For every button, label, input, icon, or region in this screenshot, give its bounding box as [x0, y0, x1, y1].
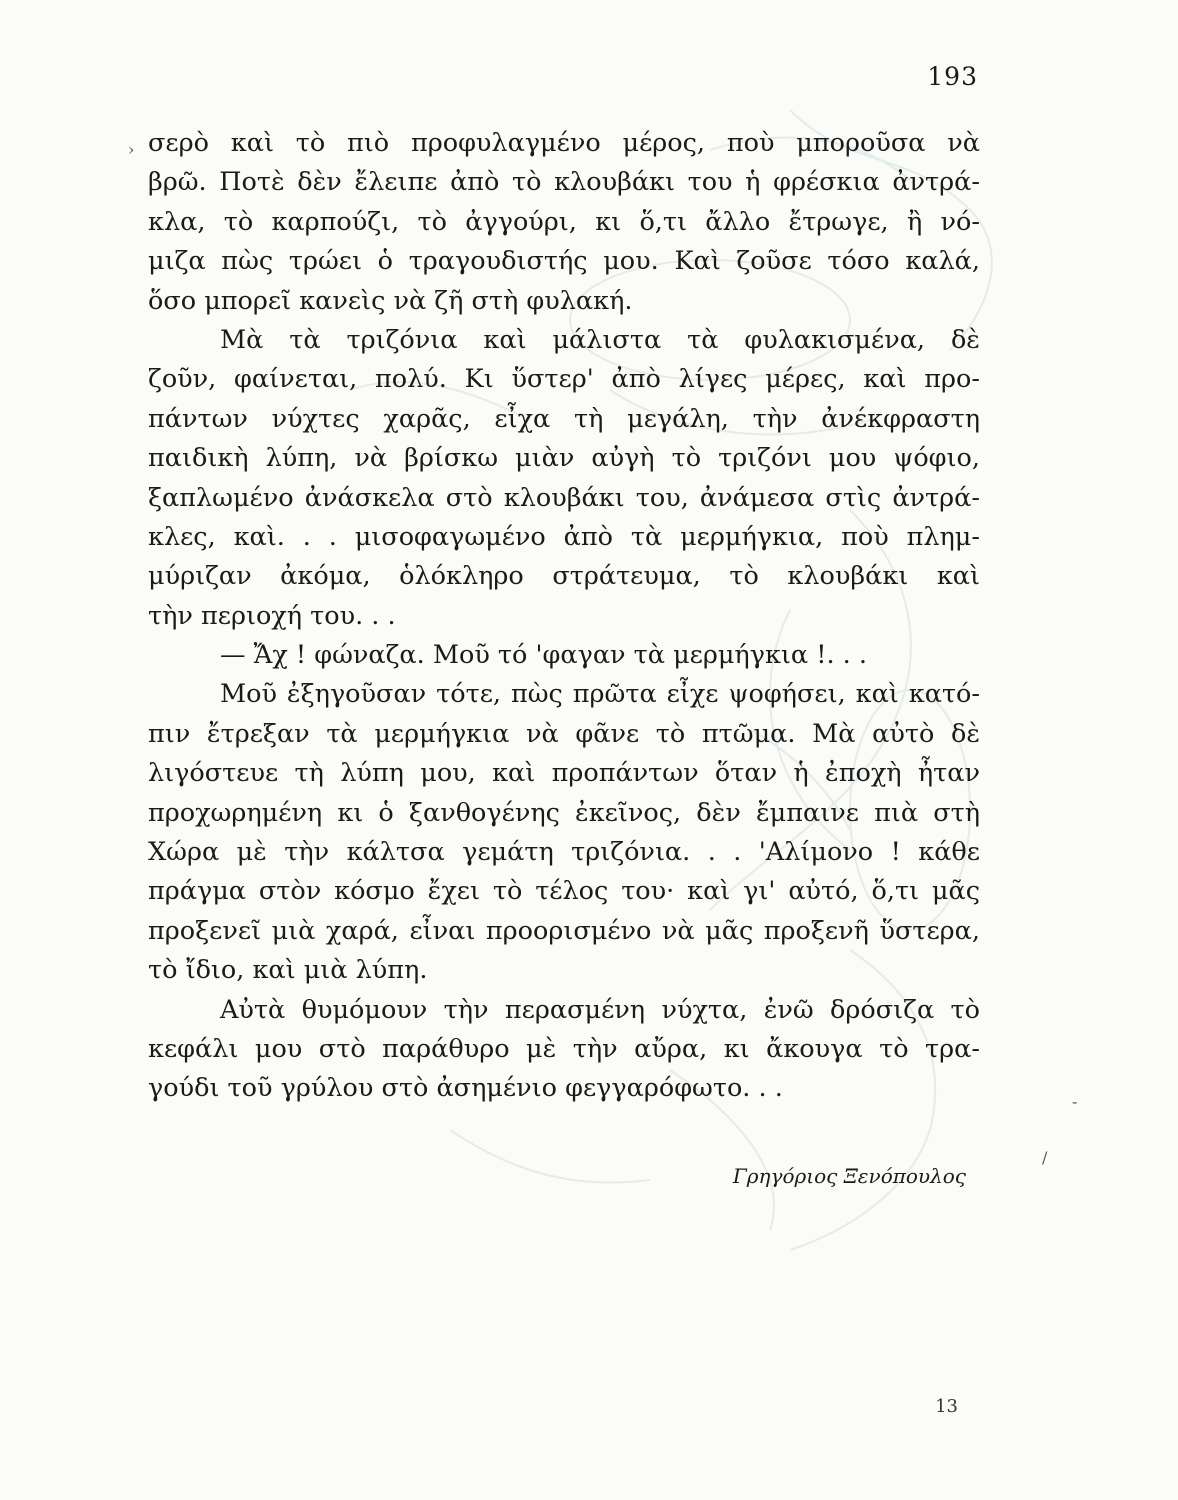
- text-line: σερὸ καὶ τὸ πιὸ προφυλαγμένο μέρος, ποὺ μποροῦσα νὰ: [148, 128, 980, 158]
- text-line: μιζα πὼς τρώει ὁ τραγουδιστής μου. Καὶ ζοῦσε τόσο καλά,: [148, 246, 980, 277]
- text-line: τὴν περιοχή του. . .: [148, 600, 396, 631]
- text-line: γούδι τοῦ γρύλου στὸ ἀσημένιο φεγγαρόφωτο. . .: [148, 1073, 783, 1104]
- text-line: ὅσο μπορεῖ κανεὶς νὰ ζῆ στὴ φυλακή.: [148, 285, 633, 316]
- text-line: μύριζαν ἀκόμα, ὁλόκληρο στράτευμα, τὸ κλουβάκι καὶ: [148, 561, 980, 592]
- text-line: πιν ἔτρεξαν τὰ μερμήγκια νὰ φᾶνε τὸ πτῶμα. Μὰ αὐτὸ δὲ: [148, 718, 980, 749]
- text-line: βρῶ. Ποτὲ δὲν ἔλειπε ἀπὸ τὸ κλουβάκι του ἡ φρέσκια ἀντρά-: [148, 167, 980, 198]
- text-line: ζοῦν, φαίνεται, πολύ. Κι ὕστερ' ἀπὸ λίγες μέρες, καὶ προ-: [148, 364, 980, 395]
- text-line: κλες, καὶ. . . μισοφαγωμένο ἀπὸ τὰ μερμήγκια, ποὺ πλημ-: [148, 521, 980, 552]
- text-line: προξενεῖ μιὰ χαρά, εἶναι προορισμένο νὰ μᾶς προξενῆ ὕστερα,: [148, 915, 980, 946]
- text-line: πάντων νύχτες χαρᾶς, εἶχα τὴ μεγάλη, τὴν ἀνέκφραστη: [148, 403, 980, 434]
- margin-slash-mark: /: [1042, 1148, 1048, 1167]
- text-line: τὸ ἴδιο, καὶ μιὰ λύπη.: [148, 955, 428, 986]
- paragraph-start-line: Μοῦ ἐξηγοῦσαν τότε, πὼς πρῶτα εἶχε ψοφήσει, καὶ κατό-: [220, 679, 980, 710]
- author-signature: Γρηγόριος Ξενόπουλος: [732, 1164, 966, 1188]
- text-line: Χώρα μὲ τὴν κάλτσα γεμάτη τριζόνια. . . 'Αλίμονο ! κάθε: [148, 837, 980, 868]
- text-line: παιδικὴ λύπη, νὰ βρίσκω μιὰν αὐγὴ τὸ τριζόνι μου ψόφιο,: [148, 443, 980, 474]
- text-line: λιγόστευε τὴ λύπη μου, καὶ προπάντων ὅταν ἡ ἐποχὴ ἦταν: [148, 758, 980, 789]
- text-line: κλα, τὸ καρπούζι, τὸ ἀγγούρι, κι ὅ,τι ἄλλο ἔτρωγε, ἢ νό-: [148, 206, 980, 237]
- text-line: ξαπλωμένο ἀνάσκελα στὸ κλουβάκι του, ἀνάμεσα στὶς ἀντρά-: [148, 482, 980, 513]
- margin-tick-mark: ›: [128, 140, 135, 159]
- paragraph-start-line: Αὐτὰ θυμόμουν τὴν περασμένη νύχτα, ἐνῶ δρόσιζα τὸ: [220, 994, 980, 1025]
- signature-mark: 13: [935, 1396, 958, 1417]
- text-line: πράγμα στὸν κόσμο ἔχει τὸ τέλος του· καὶ γι' αὐτό, ὅ,τι μᾶς: [148, 876, 980, 907]
- text-line: κεφάλι μου στὸ παράθυρο μὲ τὴν αὔρα, κι ἄκουγα τὸ τρα-: [148, 1033, 980, 1064]
- text-line: προχωρημένη κι ὁ ξανθογένης ἐκεῖνος, δὲν ἔμπαινε πιὰ στὴ: [148, 797, 980, 828]
- dialogue-line: — Ἄχ ! φώναζα. Μοῦ τό 'φαγαν τὰ μερμήγκια !. . .: [220, 640, 867, 671]
- paragraph-start-line: Μὰ τὰ τριζόνια καὶ μάλιστα τὰ φυλακισμένα, δὲ: [220, 324, 980, 355]
- page-number: 193: [927, 62, 978, 91]
- margin-dash-mark: ‐: [1072, 1092, 1078, 1111]
- body-text: [148, 124, 980, 1109]
